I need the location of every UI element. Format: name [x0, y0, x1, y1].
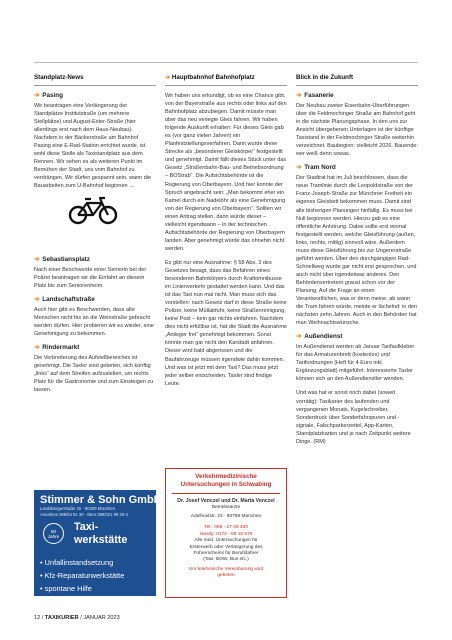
section-text-tram-nord: Der Stadtrat hat im Juli beschlossen, dass die neue Tramlinie durch die Leopoldstraße von der Franz-Joseph-Straße zur Münchner Freiheit ein eigenes Gleisbett bekommen muss. Damit sind alle bisherigen Planungen hinfällig. Es muss bei Null begonnen werden. Hierzu gab es eine öffentliche Anhörung. Dabei sollte erst einmal festgestellt werden, welche Gleisführung (außen, links, rechts, mittig) sinnvoll wäre. Außerdem muss diese Gleisführung bis zur Ungererstraße geführt werden. Über den durchgängigen Rad-Schnellweg wurde gar nicht erst gesprochen, und auch nicht über irgendetwas anderes. Den Behördenvertretern graust schon vor der Planung. Auf die Frage an einen Verantwortlichen, was er denn meine, ab wann die Tram fahren würde, meinte er lächelnd: in den nächsten zehn Jahren. Auch in den Behörden hat man Weihnachtswünsche.: [296, 175, 418, 327]
section-title-aussendienst: ➔ Außendienst: [296, 333, 343, 341]
ad-headline: Taxi- werkstätte: [74, 521, 128, 546]
section-title-sebastiansplatz: ➔ Sebastiansplatz: [34, 255, 90, 263]
section-text-pasing: Wir beantragen eine Verlängerung der Standplätze Institutstraße (um mehrere Stellplätze) und August-Exter-Straße (hier allerdings erst nach dem Haus-Neubau). Nachdem in der Bäckerstraße am Bahnhof Pasing eine E-Rad-Station errichtet wurde, ist wohl diese Stelle als Taxistandplatz aus dem Rennen. Wir sehen es als weiteren Punkt im Bemühen der Stadt, uns vom Bahnhof zu verdrängen. Wir dürfen gespannt sein, wann die Bauarbeiten zum U-Bahnhof beginnen …: [34, 103, 152, 190]
arrow-right-icon: ➔: [165, 74, 172, 81]
arrow-right-icon: ➔: [296, 92, 302, 99]
anniversary-badge: 60 Jahre: [43, 523, 64, 544]
section-text-rindermarkt: Die Verbreiterung des Aufstellbereiches ist genehmigt. Die Taxler sind gebeten, sich künftig „links“ auf dem Streifen aufzustellen, um rechts Platz für die Gastronomie und zum Einsteigen zu lassen.: [34, 354, 154, 394]
column-blick-in-die-zukunft: [296, 74, 418, 446]
ad-title: Verkehrmedizinische Untersuchungen in Schwabing: [180, 473, 272, 488]
article-paragraph: Es gibt nur eine Ausnahme: § 58 Abs. 3 des Gesetzes besagt, dass das Befahren eines besonderen Bahnkörpers durch Kraftomnibusse im Linienverkehr gestattet werden kann. Und das ist das Taxi nun mal nicht. Man muss sich das vorstellen: nach Gesetz darf in diese Straße keine Polizei, keine Müllabfuhr, keine Straßenreinigung, keine Post – kein gar nichts einfahren. Nachdem dies nicht erfüllbar ist, hat die Stadt die Ausnahme „Anlieger frei“ genehmigt bekommen. Sonst könnte man gar nicht den Karstadt anfahren. Dieser wird bald abgerissen und die Baufahrzeuge müssen irgendwie dahin kommen. Und was ist jetzt mit dem Taxi? Das muss jetzt jeder selber entscheiden. Taxler sind findige Leute.: [165, 259, 287, 387]
ad-text: Ersterwerb oder Verlängerung des: [189, 544, 263, 550]
ad-address: Adelheidstr. 23 · 80798 München: [190, 514, 262, 519]
column-hauptbahnhof: [165, 74, 287, 388]
list-item: • Kfz-Reparaturwerkstätte: [40, 571, 125, 580]
arrow-right-icon: ➔: [296, 164, 302, 172]
section-title-tram-nord: ➔ Tram Nord: [296, 164, 336, 172]
page-number: 12: [34, 615, 41, 621]
ad-text: (Taxi, BOW, Bus etc.): [203, 557, 249, 563]
section-title-pasing: ➔ Pasing: [34, 92, 63, 99]
section-title-rindermarkt: ➔ Rindermarkt: [34, 343, 80, 351]
section-text-aussendienst: Im Außendienst werden ab Januar Tarifaufkleber für das Armaturenbrett (kostenlos) und Tarifordnungen (Heft für 4 Euro inkl. Ergänzungsblatt) mitgeführt. Interessierte Taxler können sich an den Außendienstler wenden.: [296, 344, 415, 383]
ad-address: Landsbergerstraße 20 · 80339 München: [40, 506, 115, 511]
ad-note: gebeten: [217, 573, 235, 579]
article-paragraph: Wir haben uns erkundigt, ob es eine Chance gibt, von der Bayerstraße aus rechts oder links auf den Bahnhofplatz abzubiegen. Damit müsste man über das neu verlegte Gleis fahren. Wir haben folgende Auskunft erhalten: Für dieses Gleis gab es (vor ganz vielen Jahren) ein Planfeststellungsverfahren. Darin wurde diese Strecke als „besonderer Gleiskörper“ festgestellt und genehmigt. Damit fällt dieses Stück unter das Gesetz „Straßenbahn-Bau- und Betriebsordnung – BOStrab“. Die Aufsichtsbehörde ist die Regierung von Oberbayern. Und hier konnte der Spruch angebracht sein: „Man bekommt eher ein Kamel durch ein Nadelöhr als eine Genehmigung von der Regierung von Oberbayern“. Sollten wir einen Antrag stellen, dann würde dieser – vielleicht irgendwann – in der technischen Aufsichtsbehörde der Regierung von Oberbayern landen. Aber genehmigt würde das ohnehin nicht werden.: [165, 93, 287, 252]
column-heading: Standplatz-News: [34, 74, 156, 86]
ad-stimmer-sohn: [34, 490, 162, 596]
section-text-fasanerie: Der Neubau zweier Eisenbahn-Überführungen über die Feldmochinger Straße am Bahnhof geht in die nächste Planungsphase. In den uns zur Ansicht übergebenen Unterlagen ist der künftige Taxistand in der Feldmochinger Straße weiterhin verzeichnet. Baubeginn: vielleicht 2026. Bauende: wer weiß denn sowas.: [296, 103, 419, 158]
section-title-fasanerie: ➔ Fasanerie: [296, 92, 334, 99]
issue-date: JANUAR 2023: [83, 615, 120, 621]
ad-verkehrsmedizin: [165, 468, 287, 598]
bicycle-icon: [68, 195, 118, 225]
column-heading: Blick in die Zukunft: [296, 74, 418, 86]
ad-text: Führerscheins für Berufsfahrer: [193, 551, 259, 557]
ad-phone: Annahme 089/54 81 30 · Büro 089/321 99 29-3: [40, 512, 128, 517]
section-text-sebastiansplatz: Nach einer Beschwerde einer Seniorin bei der Polizei beantragen wir die Einfahrt an diesem Platz bis zum Seniorenheim.: [34, 266, 147, 289]
list-item: • Unfallinstandsetzung: [40, 558, 114, 567]
ad-title: Stimmer & Sohn GmbH: [40, 494, 162, 506]
magazine-name: TAXIKURIER: [44, 615, 79, 621]
ad-note: Um telefonische Vereinbarung wird: [188, 566, 264, 572]
arrow-right-icon: ➔: [34, 255, 40, 263]
ad-divider: [172, 493, 280, 494]
arrow-right-icon: ➔: [34, 295, 40, 303]
column-standplatz-news: [34, 74, 156, 394]
ad-mobile: Handy: 0172 - 89 16 575: [199, 531, 253, 537]
list-item: • spontane Hilfe: [40, 584, 92, 593]
page-footer: 12 / TAXIKURIER / JANUAR 2023: [34, 615, 120, 621]
ad-specialty: Betriebsärzte: [211, 504, 241, 510]
ad-doctors: Dr. Josef Venczel und Dr. Marta Venczel: [177, 497, 275, 504]
ad-text: Alle med. Untersuchungen für: [194, 538, 258, 544]
arrow-right-icon: ➔: [34, 92, 40, 99]
column-heading: ➔ Hauptbahnhof Bahnhofplatz: [165, 74, 287, 86]
arrow-right-icon: ➔: [296, 333, 302, 341]
ad-services-list: [40, 556, 124, 595]
section-title-landschaftstrasse: ➔ Landschaftstraße: [34, 295, 95, 303]
arrow-right-icon: ➔: [34, 343, 40, 351]
ad-phone: Tel.: 089 - 27 29 460: [204, 525, 248, 531]
section-text-landschaftstrasse: Auch hier gibt es Beschwerden, dass alte Menschen nicht bis an die Weinstraße gebracht werden dürfen. Hier probieren wir es wieder, eine Genehmigung zu bekommen.: [34, 306, 154, 337]
top-divider: [34, 62, 418, 63]
section-text-aussendienst-2: Und was hat er sonst noch dabei (soweit vorrätig): Taxikarier des laufenden und vergangenen Monats, Kugelschreiber, Sonderdruck über Sonderfahrspuren und -signale, Falschparkerzettel, App-Karten, Standplatzkarten und je nach Zeitpunkt weitere Dinge. (RM): [296, 390, 411, 445]
